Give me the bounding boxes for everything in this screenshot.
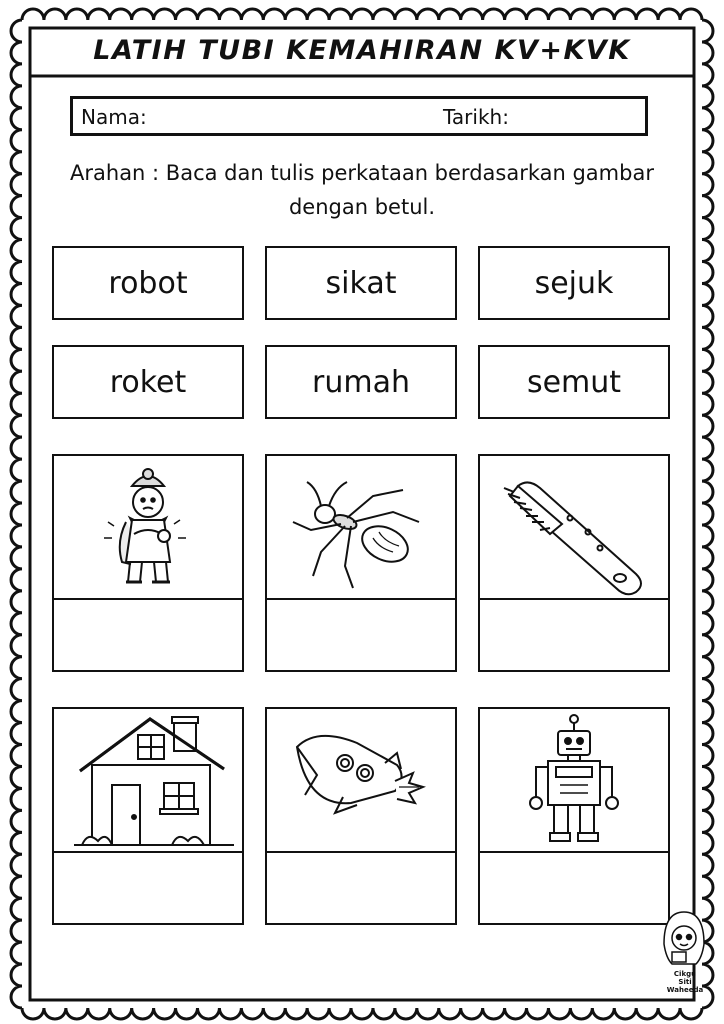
picture-card: [478, 707, 670, 925]
instruction-text: Arahan : Baca dan tulis perkataan berdasarkan gambar dengan betul.: [70, 161, 654, 219]
brand-line: Waheeda: [666, 986, 704, 994]
name-label: Nama:: [81, 105, 147, 129]
picture-card: [265, 707, 457, 925]
worksheet-title: LATIH TUBI KEMAHIRAN KV+KVK: [93, 34, 631, 66]
house-icon: [54, 709, 242, 851]
name-date-box[interactable]: [70, 96, 648, 136]
rocket-icon: [267, 709, 455, 851]
picture-card: [52, 454, 244, 672]
date-label: Tarikh:: [443, 105, 509, 129]
brand-text: [654, 970, 716, 994]
word-box: roket: [52, 345, 244, 419]
picture-card: [52, 707, 244, 925]
brand-line: Cikgu: [673, 970, 697, 978]
answer-space[interactable]: [267, 598, 455, 672]
answer-space[interactable]: [54, 851, 242, 925]
robot-icon: [480, 709, 668, 851]
word-box: semut: [478, 345, 670, 419]
word-box: sejuk: [478, 246, 670, 320]
ant-icon: [267, 456, 455, 598]
answer-space[interactable]: [480, 598, 668, 672]
word-box: rumah: [265, 345, 457, 419]
brand-line: Siti: [678, 978, 692, 986]
picture-card: [265, 454, 457, 672]
word-box: robot: [52, 246, 244, 320]
answer-space[interactable]: [54, 598, 242, 672]
word-box: sikat: [265, 246, 457, 320]
answer-space[interactable]: [267, 851, 455, 925]
picture-card: [478, 454, 670, 672]
answer-space[interactable]: [480, 851, 668, 925]
comb-icon: [480, 456, 668, 598]
cold-child-icon: [54, 456, 242, 598]
